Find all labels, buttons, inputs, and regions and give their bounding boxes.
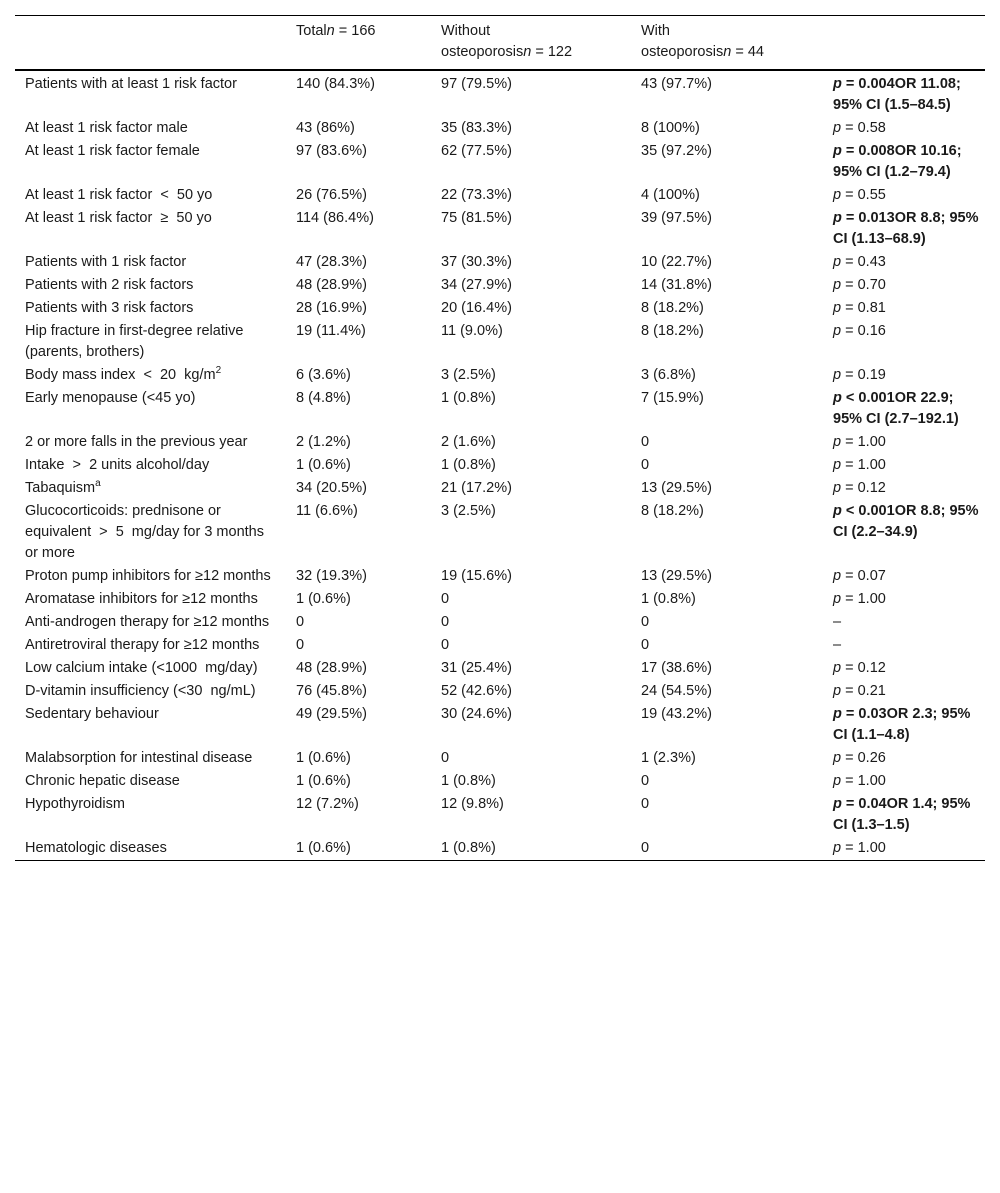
row-label xyxy=(15,477,286,500)
table-row xyxy=(15,274,985,297)
p-symbol: p xyxy=(833,457,842,473)
cell-without: 1 (0.8%) xyxy=(441,457,496,473)
cell-without: 1 (0.8%) xyxy=(441,390,496,406)
cell-total: 1 (0.6%) xyxy=(296,591,351,607)
cell-without: 0 xyxy=(441,591,450,607)
table-row xyxy=(15,793,985,837)
cell-p-value xyxy=(823,320,985,364)
cell-total: 48 (28.9%) xyxy=(296,277,367,293)
cell-without: 97 (79.5%) xyxy=(441,76,512,92)
p-symbol: p xyxy=(833,367,842,383)
p-value: 0.58 xyxy=(857,120,886,136)
table-row xyxy=(15,611,985,634)
p-operator: = xyxy=(841,796,859,812)
p-operator: = xyxy=(841,457,858,473)
row-label xyxy=(15,588,286,611)
p-value: 0.07 xyxy=(857,568,886,584)
p-symbol: p xyxy=(833,143,842,159)
table-header xyxy=(15,16,985,71)
cell-with: 10 (22.7%) xyxy=(641,254,712,270)
cell-total: 114 (86.4%) xyxy=(296,210,374,226)
cell-total: 34 (20.5%) xyxy=(296,480,367,496)
table-row xyxy=(15,657,985,680)
row-label xyxy=(15,770,286,793)
p-value: 0.004 xyxy=(858,76,895,92)
row-label-text: Tabaquism xyxy=(25,480,96,496)
p-operator: = xyxy=(841,300,858,316)
cell-without: 1 (0.8%) xyxy=(441,773,496,789)
p-symbol: p xyxy=(833,210,842,226)
cell-p-value xyxy=(823,274,985,297)
p-operator: = xyxy=(841,210,859,226)
p-operator: = xyxy=(841,840,858,856)
p-symbol: p xyxy=(833,750,842,766)
row-label-text: At least 1 risk factor male xyxy=(25,120,188,136)
cell-total: 76 (45.8%) xyxy=(296,683,367,699)
row-label-text: Patients with 3 risk factors xyxy=(25,300,194,316)
row-label xyxy=(15,837,286,861)
cell-without: 30 (24.6%) xyxy=(441,706,512,722)
cell-without: 0 xyxy=(441,614,450,630)
cell-with: 8 (18.2%) xyxy=(641,323,704,339)
cell-total: 1 (0.6%) xyxy=(296,840,351,856)
p-symbol: p xyxy=(833,120,842,136)
row-label-text: Hypothyroidism xyxy=(25,796,125,812)
cell-total: 1 (0.6%) xyxy=(296,773,351,789)
p-symbol: p xyxy=(833,480,842,496)
cell-with: 14 (31.8%) xyxy=(641,277,712,293)
row-label xyxy=(15,184,286,207)
p-symbol: p xyxy=(833,773,842,789)
cell-p-value xyxy=(823,454,985,477)
p-symbol: p xyxy=(833,300,842,316)
cell-without: 35 (83.3%) xyxy=(441,120,512,136)
cell-total: 26 (76.5%) xyxy=(296,187,367,203)
p-value: 0.001 xyxy=(858,503,895,519)
table-row xyxy=(15,184,985,207)
row-label-text: Proton pump inhibitors for ≥12 months xyxy=(25,568,271,584)
row-label xyxy=(15,793,286,837)
table-row xyxy=(15,297,985,320)
p-symbol: p xyxy=(833,660,842,676)
cell-p-value xyxy=(823,770,985,793)
odds-ratio: OR 8.8; 95% CI (1.13–68.9) xyxy=(833,210,979,247)
cell-without: 34 (27.9%) xyxy=(441,277,512,293)
cell-p-value xyxy=(823,657,985,680)
row-label xyxy=(15,274,286,297)
table-row xyxy=(15,431,985,454)
table-row xyxy=(15,477,985,500)
p-value: 0.26 xyxy=(857,750,886,766)
cell-total: 48 (28.9%) xyxy=(296,660,367,676)
p-value: 1.00 xyxy=(857,773,886,789)
cell-without: 12 (9.8%) xyxy=(441,796,504,812)
cell-without: 62 (77.5%) xyxy=(441,143,512,159)
row-label-text: Hematologic diseases xyxy=(25,840,167,856)
p-value: 0.70 xyxy=(857,277,886,293)
row-label xyxy=(15,611,286,634)
cell-with: 1 (0.8%) xyxy=(641,591,696,607)
row-label xyxy=(15,320,286,364)
row-label-text: Chronic hepatic disease xyxy=(25,773,180,789)
table-row xyxy=(15,500,985,565)
cell-without: 2 (1.6%) xyxy=(441,434,496,450)
cell-total: 43 (86%) xyxy=(296,120,355,136)
p-operator: = xyxy=(841,591,858,607)
header-total-n: n xyxy=(326,23,335,39)
p-operator: = xyxy=(841,277,858,293)
cell-without: 20 (16.4%) xyxy=(441,300,512,316)
row-label-text: Sedentary behaviour xyxy=(25,706,159,722)
cell-p-value: – xyxy=(833,637,842,653)
cell-with: 35 (97.2%) xyxy=(641,143,712,159)
cell-p-value xyxy=(823,184,985,207)
cell-without: 19 (15.6%) xyxy=(441,568,512,584)
p-operator: < xyxy=(841,390,859,406)
cell-without: 0 xyxy=(441,750,450,766)
table-row xyxy=(15,320,985,364)
row-label xyxy=(15,70,286,117)
cell-p-value xyxy=(823,477,985,500)
row-label xyxy=(15,297,286,320)
cell-with: 0 xyxy=(641,614,650,630)
row-label-text: Anti-androgen therapy for ≥12 months xyxy=(25,614,270,630)
row-label-text: Malabsorption for intestinal disease xyxy=(25,750,253,766)
row-label-text: At least 1 risk factor < 50 yo xyxy=(25,187,213,203)
cell-without: 1 (0.8%) xyxy=(441,840,496,856)
header-with xyxy=(631,16,823,71)
cell-without: 52 (42.6%) xyxy=(441,683,512,699)
row-label-text: Low calcium intake (<1000 mg/day) xyxy=(25,660,258,676)
cell-p-value xyxy=(823,588,985,611)
cell-without: 11 (9.0%) xyxy=(441,323,503,339)
header-without xyxy=(431,16,631,71)
row-label xyxy=(15,117,286,140)
row-label-text: Body mass index < 20 kg/m xyxy=(25,367,216,383)
p-operator: < xyxy=(841,503,859,519)
p-value: 0.12 xyxy=(857,660,886,676)
p-symbol: p xyxy=(833,323,842,339)
row-label-text: Patients with 1 risk factor xyxy=(25,254,187,270)
cell-total: 1 (0.6%) xyxy=(296,457,351,473)
p-symbol: p xyxy=(833,187,842,203)
odds-ratio: OR 2.3; 95% CI (1.1–4.8) xyxy=(833,706,971,743)
cell-total: 28 (16.9%) xyxy=(296,300,367,316)
p-value: 1.00 xyxy=(857,434,886,450)
cell-with: 17 (38.6%) xyxy=(641,660,712,676)
cell-p-value xyxy=(823,207,985,251)
row-label xyxy=(15,454,286,477)
cell-total: 32 (19.3%) xyxy=(296,568,367,584)
cell-without: 0 xyxy=(441,637,450,653)
cell-without: 3 (2.5%) xyxy=(441,367,496,383)
table-row xyxy=(15,364,985,387)
cell-total: 0 xyxy=(296,614,305,630)
header-total-eq: = xyxy=(334,23,352,39)
cell-p-value xyxy=(823,387,985,431)
p-symbol: p xyxy=(833,706,842,722)
cell-with: 0 xyxy=(641,840,650,856)
p-operator: = xyxy=(841,187,858,203)
p-symbol: p xyxy=(833,503,842,519)
p-symbol: p xyxy=(833,796,842,812)
table-row xyxy=(15,70,985,117)
p-operator: = xyxy=(841,76,859,92)
cell-p-value xyxy=(823,431,985,454)
p-symbol: p xyxy=(833,434,842,450)
row-label-text: Intake > 2 units alcohol/day xyxy=(25,457,210,473)
p-symbol: p xyxy=(833,591,842,607)
risk-factor-table xyxy=(15,15,985,861)
cell-with: 13 (29.5%) xyxy=(641,568,712,584)
header-with-n: n xyxy=(723,44,732,60)
cell-total: 0 xyxy=(296,637,305,653)
header-without-line1: Without xyxy=(441,23,491,39)
cell-with: 7 (15.9%) xyxy=(641,390,704,406)
p-operator: = xyxy=(841,773,858,789)
cell-with: 43 (97.7%) xyxy=(641,76,712,92)
cell-with: 19 (43.2%) xyxy=(641,706,712,722)
cell-p-value xyxy=(823,793,985,837)
p-value: 0.013 xyxy=(858,210,895,226)
header-total-value: 166 xyxy=(351,23,376,39)
cell-total: 11 (6.6%) xyxy=(296,503,358,519)
row-label-superscript: 2 xyxy=(215,365,222,377)
row-label xyxy=(15,387,286,431)
cell-total: 8 (4.8%) xyxy=(296,390,351,406)
row-label-text: Patients with at least 1 risk factor xyxy=(25,76,237,92)
row-label-text: Glucocorticoids: prednisone or equivalent > 5 mg/day for 3 months or more xyxy=(25,503,269,561)
cell-p-value xyxy=(823,500,985,565)
table-row xyxy=(15,588,985,611)
header-with-value: 44 xyxy=(747,44,764,60)
cell-p-value xyxy=(823,680,985,703)
p-symbol: p xyxy=(833,390,842,406)
table-row xyxy=(15,251,985,274)
p-value: 0.16 xyxy=(857,323,886,339)
cell-p-value xyxy=(823,565,985,588)
p-value: 0.21 xyxy=(857,683,886,699)
cell-without: 22 (73.3%) xyxy=(441,187,512,203)
cell-p-value xyxy=(823,703,985,747)
p-symbol: p xyxy=(833,254,842,270)
p-value: 0.008 xyxy=(858,143,895,159)
cell-with: 4 (100%) xyxy=(641,187,700,203)
cell-with: 13 (29.5%) xyxy=(641,480,712,496)
cell-p-value xyxy=(823,837,985,861)
odds-ratio: OR 1.4; 95% CI (1.3–1.5) xyxy=(833,796,971,833)
cell-with: 0 xyxy=(641,796,650,812)
odds-ratio: OR 11.08; 95% CI (1.5–84.5) xyxy=(833,76,961,113)
table-row xyxy=(15,117,985,140)
p-value: 1.00 xyxy=(857,840,886,856)
cell-total: 49 (29.5%) xyxy=(296,706,367,722)
odds-ratio: OR 8.8; 95% CI (2.2–34.9) xyxy=(833,503,979,540)
p-operator: = xyxy=(841,706,859,722)
p-value: 0.19 xyxy=(857,367,886,383)
cell-with: 0 xyxy=(641,773,650,789)
p-operator: = xyxy=(841,568,858,584)
p-value: 1.00 xyxy=(857,591,886,607)
p-value: 0.03 xyxy=(858,706,887,722)
header-with-eq: = xyxy=(731,44,748,60)
odds-ratio: OR 10.16; 95% CI (1.2–79.4) xyxy=(833,143,962,180)
p-symbol: p xyxy=(833,683,842,699)
header-without-eq: = xyxy=(531,44,548,60)
row-label xyxy=(15,747,286,770)
row-label-text: Antiretroviral therapy for ≥12 months xyxy=(25,637,260,653)
table-body xyxy=(15,70,985,861)
header-total-label: Total xyxy=(296,23,327,39)
cell-with: 24 (54.5%) xyxy=(641,683,712,699)
header-without-value: 122 xyxy=(547,44,573,60)
cell-total: 1 (0.6%) xyxy=(296,750,351,766)
p-operator: = xyxy=(841,660,858,676)
cell-p-value xyxy=(823,140,985,184)
p-symbol: p xyxy=(833,840,842,856)
cell-total: 97 (83.6%) xyxy=(296,143,367,159)
p-operator: = xyxy=(841,143,859,159)
table-row xyxy=(15,703,985,747)
cell-p-value: – xyxy=(833,614,842,630)
header-p-blank xyxy=(823,16,985,71)
cell-without: 75 (81.5%) xyxy=(441,210,512,226)
row-label xyxy=(15,680,286,703)
p-operator: = xyxy=(841,120,858,136)
row-label xyxy=(15,657,286,680)
p-value: 0.04 xyxy=(858,796,887,812)
p-operator: = xyxy=(841,323,858,339)
cell-without: 21 (17.2%) xyxy=(441,480,512,496)
cell-with: 1 (2.3%) xyxy=(641,750,696,766)
p-operator: = xyxy=(841,367,858,383)
header-without-n: n xyxy=(523,44,532,60)
p-operator: = xyxy=(841,434,858,450)
row-label xyxy=(15,431,286,454)
row-label xyxy=(15,703,286,747)
p-symbol: p xyxy=(833,277,842,293)
table-row xyxy=(15,565,985,588)
p-value: 0.55 xyxy=(857,187,886,203)
cell-without: 3 (2.5%) xyxy=(441,503,496,519)
header-total xyxy=(286,16,431,71)
row-label xyxy=(15,565,286,588)
cell-with: 39 (97.5%) xyxy=(641,210,712,226)
p-symbol: p xyxy=(833,568,842,584)
header-with-line1: With xyxy=(641,23,670,39)
cell-with: 8 (100%) xyxy=(641,120,700,136)
header-without-line2: osteoporosis xyxy=(441,44,524,60)
cell-total: 47 (28.3%) xyxy=(296,254,367,270)
table-row xyxy=(15,140,985,184)
p-value: 1.00 xyxy=(857,457,886,473)
cell-p-value xyxy=(823,747,985,770)
cell-p-value xyxy=(823,297,985,320)
cell-total: 2 (1.2%) xyxy=(296,434,351,450)
p-value: 0.81 xyxy=(857,300,886,316)
table-row xyxy=(15,680,985,703)
row-label xyxy=(15,364,286,387)
row-label-text: Patients with 2 risk factors xyxy=(25,277,194,293)
cell-with: 0 xyxy=(641,434,650,450)
table-row xyxy=(15,454,985,477)
cell-with: 8 (18.2%) xyxy=(641,503,704,519)
row-label xyxy=(15,251,286,274)
row-label-superscript: a xyxy=(95,478,101,490)
row-label-text: Early menopause (<45 yo) xyxy=(25,390,196,406)
cell-with: 8 (18.2%) xyxy=(641,300,704,316)
header-with-line2: osteoporosis xyxy=(641,44,724,60)
table-row xyxy=(15,634,985,657)
p-value: 0.43 xyxy=(857,254,886,270)
row-label xyxy=(15,207,286,251)
row-label xyxy=(15,140,286,184)
cell-p-value xyxy=(823,251,985,274)
row-label-text: Aromatase inhibitors for ≥12 months xyxy=(25,591,258,607)
p-operator: = xyxy=(841,254,858,270)
row-label-text: Hip fracture in first-degree relative (parents, brothers) xyxy=(25,323,248,360)
row-label-text: At least 1 risk factor ≥ 50 yo xyxy=(25,210,212,226)
row-label-text: D-vitamin insufficiency (<30 ng/mL) xyxy=(25,683,256,699)
table-row xyxy=(15,837,985,861)
cell-p-value xyxy=(823,117,985,140)
p-value: 0.001 xyxy=(858,390,895,406)
table-row xyxy=(15,770,985,793)
p-operator: = xyxy=(841,683,858,699)
table-row xyxy=(15,207,985,251)
row-label-text: 2 or more falls in the previous year xyxy=(25,434,248,450)
row-label xyxy=(15,634,286,657)
header-row xyxy=(15,16,985,71)
cell-total: 140 (84.3%) xyxy=(296,76,375,92)
table-row xyxy=(15,387,985,431)
row-label xyxy=(15,500,286,565)
cell-total: 19 (11.4%) xyxy=(296,323,366,339)
p-symbol: p xyxy=(833,76,842,92)
table-row xyxy=(15,747,985,770)
p-operator: = xyxy=(841,750,858,766)
cell-without: 31 (25.4%) xyxy=(441,660,512,676)
cell-p-value xyxy=(823,364,985,387)
odds-ratio: OR 22.9; 95% CI (2.7–192.1) xyxy=(833,390,959,427)
cell-p-value xyxy=(823,70,985,117)
row-label-text: At least 1 risk factor female xyxy=(25,143,200,159)
cell-with: 0 xyxy=(641,637,650,653)
cell-total: 12 (7.2%) xyxy=(296,796,359,812)
cell-total: 6 (3.6%) xyxy=(296,367,351,383)
cell-with: 3 (6.8%) xyxy=(641,367,696,383)
cell-without: 37 (30.3%) xyxy=(441,254,512,270)
header-label-blank xyxy=(15,16,286,71)
cell-with: 0 xyxy=(641,457,650,473)
p-value: 0.12 xyxy=(857,480,886,496)
p-operator: = xyxy=(841,480,858,496)
